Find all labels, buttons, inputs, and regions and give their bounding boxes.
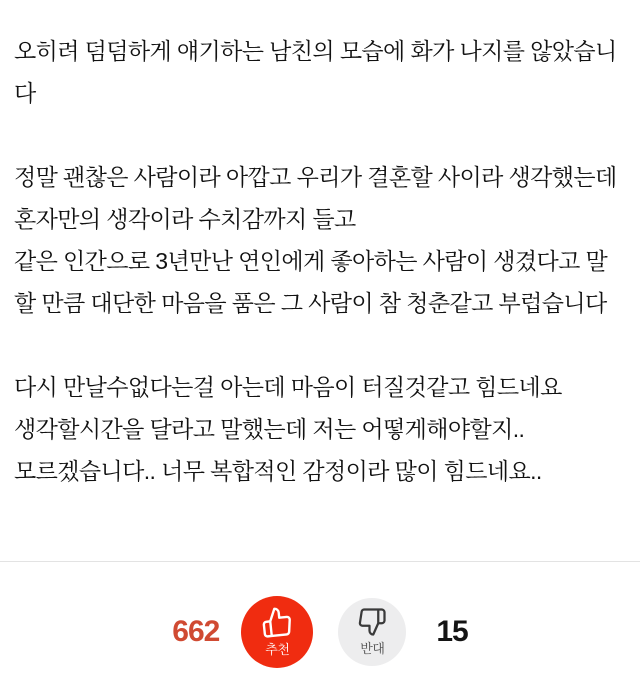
post-paragraph bbox=[14, 156, 627, 324]
post-text-line: 같은 인간으로 3년만난 연인에게 좋아하는 사람이 생겼다고 말할 만큼 대단한 마음을 품은 그 사람이 참 청춘같고 부럽습니다 bbox=[14, 248, 608, 316]
post-text-line: 생각할시간을 달라고 말했는데 저는 어떻게해야할지.. bbox=[14, 416, 525, 442]
vote-bar bbox=[0, 561, 640, 684]
thumbs-down-icon bbox=[357, 607, 387, 637]
upvote-count: 662 bbox=[172, 615, 220, 648]
post-text-line: 모르겠습니다.. 너무 복합적인 감정이라 많이 힘드네요.. bbox=[14, 458, 542, 484]
post-text-line: 혼자만의 생각이라 수치감까지 들고 bbox=[14, 206, 356, 232]
upvote-button[interactable] bbox=[241, 596, 313, 668]
downvote-button[interactable] bbox=[338, 598, 406, 666]
thumbs-up-icon bbox=[260, 604, 295, 639]
post-paragraph bbox=[14, 366, 627, 492]
post-text-line: 다시 만날수없다는걸 아는데 마음이 터질것같고 힘드네요 bbox=[14, 374, 562, 400]
post-text-line: 정말 괜찮은 사람이라 아깝고 우리가 결혼할 사이라 생각했는데 bbox=[14, 164, 617, 190]
downvote-count: 15 bbox=[436, 615, 468, 648]
post-paragraph bbox=[14, 30, 627, 114]
post-text-line: 오히려 덤덤하게 얘기하는 남친의 모습에 화가 나지를 않았습니다 bbox=[14, 38, 617, 106]
downvote-button-label: 반대 bbox=[360, 641, 385, 656]
upvote-button-label: 추천 bbox=[265, 642, 290, 657]
